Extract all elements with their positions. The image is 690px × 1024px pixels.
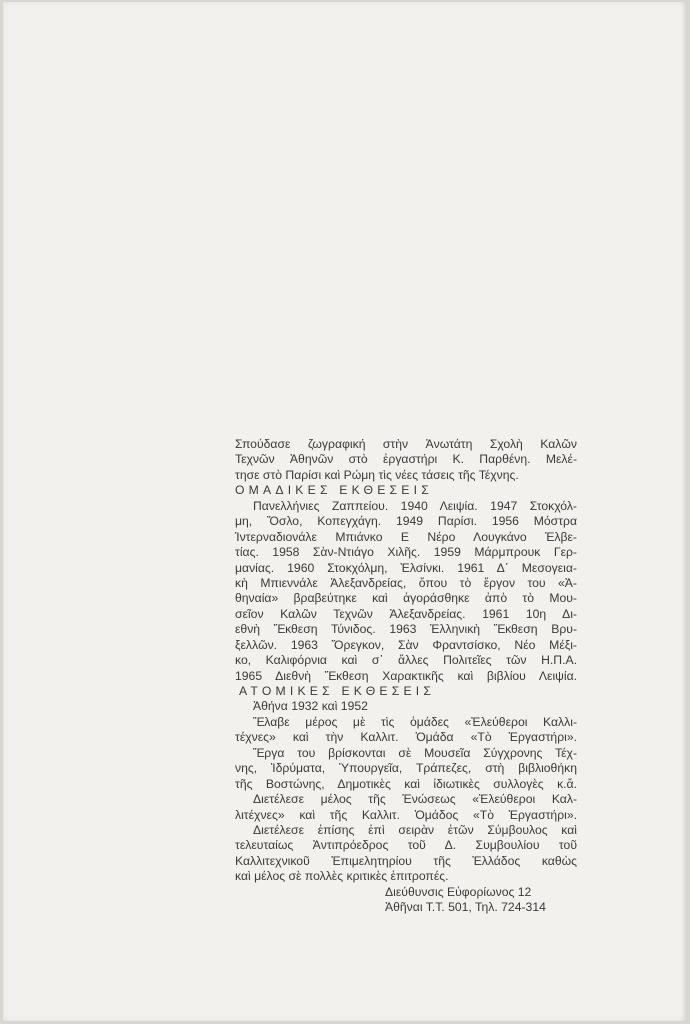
address-line: Ἀθῆναι Τ.Τ. 501, Τηλ. 724-314 [385, 900, 546, 915]
works-line: τῆς Βοστώνης, Δημοτικὲς καὶ ἰδιωτικὲς συλλογὲς κ.ἄ. [235, 776, 577, 791]
membership-line: τέχνες» καὶ τὴν Καλλιτ. Ὁμάδα «Τὸ Ἐργαστήρι». [235, 730, 577, 745]
group-exhibitions-line: κὴ Μπιεννάλε Ἀλεξανδρείας, ὅπου τὸ ἔργον του «Ἀ- [235, 575, 577, 590]
address-line: Διεύθυνσις Εὐφορίωνος 12 [385, 884, 532, 899]
council-line: Διετέλεσε ἐπίσης ἐπὶ σειρὰν ἐτῶν Σύμβουλος καὶ [253, 822, 577, 837]
solo-exhibitions-heading: ΑΤΟΜΙΚΕΣ ΕΚΘΕΣΕΙΣ [239, 684, 436, 698]
group-exhibitions-line: 1965 Διεθνὴ Ἔκθεση Χαρακτικῆς καὶ βιβλίου Λειψία. [235, 668, 577, 683]
group-exhibitions-line: εθνὴ Ἔκθεση Τύνιδος. 1963 Ἑλληνικὴ Ἔκθεση Βρυ- [235, 622, 577, 637]
solo-exhibitions-line: Ἀθήνα 1932 καὶ 1952 [253, 699, 368, 714]
group-exhibitions-line: κο, Καλιφόρνια καὶ σ᾽ ἄλλες Πολιτεῖες τῶν Η.Π.Α. [235, 653, 577, 668]
union-line: λιτέχνες» καὶ τῆς Καλλιτ. Ὁμάδος «Τὸ Ἐργαστήρι». [235, 807, 577, 822]
group-exhibitions-line: μανίας. 1960 Στοκχόλμη, Ἐλσίνκι. 1961 Δ΄ Μεσογεια- [235, 560, 577, 575]
group-exhibitions-line: τίας. 1958 Σὰν-Ντιάγο Χιλῆς. 1959 Μάρμπρουκ Γερ- [235, 545, 577, 560]
group-exhibitions-line: ξελλῶν. 1963 Ὄρεγκον, Σὰν Φραντσίσκο, Νέο Μέξι- [235, 637, 577, 652]
group-exhibitions-line: μη, Ὄσλο, Κοπεγχάγη. 1949 Παρίσι. 1956 Μόστρα [235, 514, 577, 529]
intro-line: Τεχνῶν Ἀθηνῶν στὸ ἐργαστήρι Κ. Παρθένη. Μελέ- [235, 452, 577, 467]
council-line: καὶ μέλος σὲ πολλὲς κριτικὲς ἐπιτροπές. [235, 869, 449, 884]
membership-line: Ἔλαβε μέρος μὲ τὶς ὁμάδες «Ἐλεύθεροι Καλλι- [253, 714, 577, 729]
intro-line: Σπούδασε ζωγραφική στὴν Ἀνωτάτη Σχολὴ Καλῶν [235, 437, 577, 451]
group-exhibitions-heading: ΟΜΑΔΙΚΕΣ ΕΚΘΕΣΕΙΣ [235, 483, 433, 498]
group-exhibitions-line: σεῖον Καλῶν Τεχνῶν Ἀλεξανδρείας. 1961 10η Δι- [235, 606, 577, 621]
works-line: Ἔργα του βρίσκονται σὲ Μουσεῖα Σύγχρονης Τέχ- [253, 745, 577, 760]
biography-text [235, 437, 577, 916]
document-page [3, 2, 686, 1021]
group-exhibitions-line: Ἰντερναδιονάλε Μπιάνκο Ε Νέρο Λουγκάνο Ἐλβε- [235, 529, 577, 544]
group-exhibitions-line: θηναία» βραβεύτηκε καὶ ἀγοράσθηκε ἀπὸ τὸ Μου- [235, 591, 577, 606]
group-exhibitions-line: Πανελλήνιες Ζαππείου. 1940 Λειψία. 1947 Στοκχόλ- [253, 498, 577, 513]
union-line: Διετέλεσε μέλος τῆς Ἑνώσεως «Ἐλεύθεροι Καλ- [253, 792, 577, 807]
council-line: τελευταίως Ἀντιπρόεδρος τοῦ Δ. Συμβουλίου τοῦ [235, 838, 577, 853]
intro-line: τησε στὸ Παρίσι καὶ Ρώμη τὶς νέες τάσεις τῆς Τέχνης. [235, 467, 519, 482]
council-line: Καλλιτεχνικοῦ Ἐπιμελητηρίου τῆς Ἑλλάδος καθὼς [235, 853, 577, 868]
works-line: νης, Ἱδρύματα, Ὑπουργεῖα, Τράπεζες, στὴ βιβλιοθήκη [235, 761, 577, 776]
